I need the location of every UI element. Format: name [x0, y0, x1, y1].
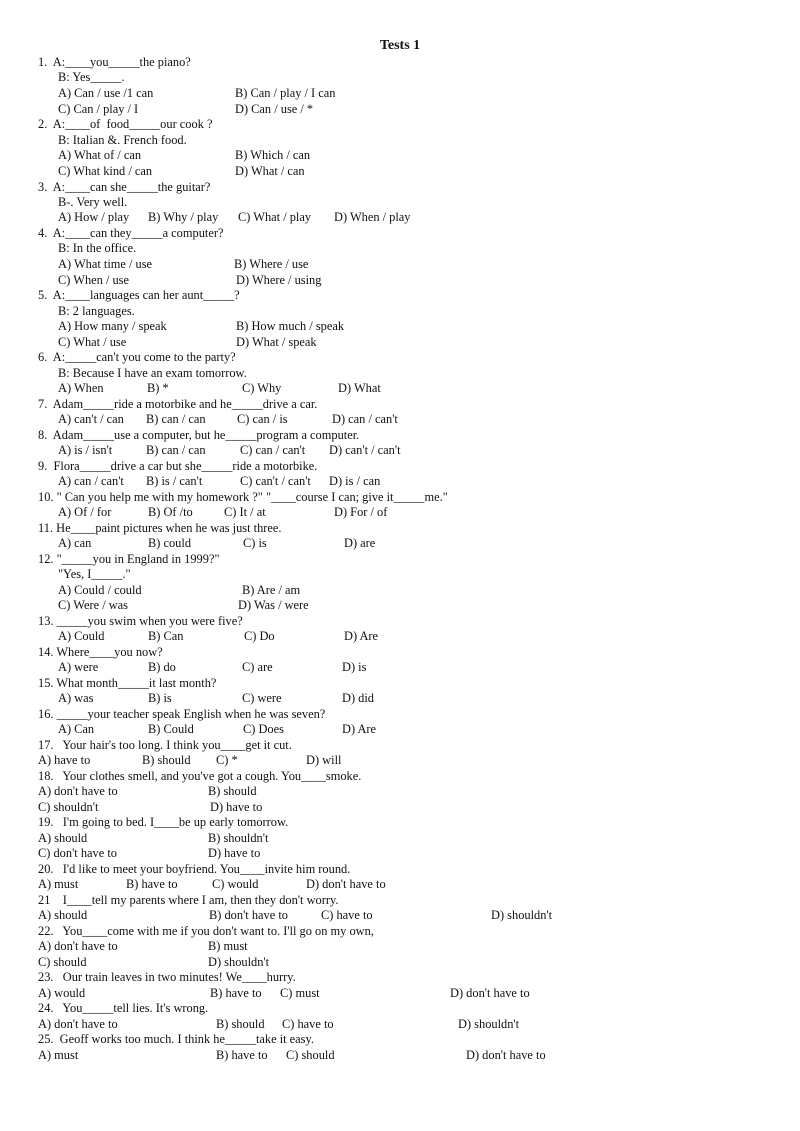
page-title: Tests 1	[379, 38, 421, 53]
question-line: 10. " Can you help me with my homework ?" "____course I can; give it_____me."	[38, 490, 448, 504]
answer-option: D) What / can	[235, 164, 305, 178]
answer-option: B) Which / can	[235, 148, 311, 162]
answer-option: D) shouldn't	[458, 1017, 520, 1031]
answer-option: C) should	[286, 1048, 335, 1062]
question-line: 6. A:_____can't you come to the party?	[38, 350, 236, 364]
answer-option: D) What / speak	[236, 335, 317, 349]
answer-option: B) have to	[210, 986, 262, 1000]
answer-option: C) can / can't	[240, 443, 306, 457]
answer-option: C) are	[242, 660, 273, 674]
answer-option: A) should	[38, 831, 88, 845]
answer-option: B) How much / speak	[236, 319, 345, 333]
answer-option: C) must	[280, 986, 320, 1000]
answer-option: D) will	[306, 753, 342, 767]
answer-option: C) Were / was	[58, 598, 128, 612]
answer-option: B) should	[142, 753, 191, 767]
question-line: 8. Adam_____use a computer, but he_____program a computer.	[38, 428, 360, 442]
answer-option: A) Could	[58, 629, 105, 643]
question-text: B: In the office.	[58, 241, 137, 255]
answer-option: B) Where / use	[234, 257, 309, 271]
answer-option: B) don't have to	[209, 908, 288, 922]
answer-option: D) When / play	[334, 210, 411, 224]
question-text: B-. Very well.	[58, 195, 128, 209]
answer-option: C) can't / can't	[240, 474, 311, 488]
answer-option: C) Can / play / I	[58, 102, 139, 116]
answer-option: C) Why	[242, 381, 282, 395]
answer-option: C) Does	[243, 722, 284, 736]
answer-option: D) can't / can't	[329, 443, 401, 457]
answer-option: C) Do	[244, 629, 275, 643]
answer-option: B) Of /to	[148, 505, 193, 519]
answer-option: B) have to	[126, 877, 178, 891]
answer-option: C) What kind / can	[58, 164, 153, 178]
answer-option: A) were	[58, 660, 99, 674]
question-line: 25. Geoff works too much. I think he_____take it easy.	[38, 1032, 314, 1046]
answer-option: D) have to	[210, 800, 263, 814]
answer-option: D) is	[342, 660, 367, 674]
answer-option: D) shouldn't	[208, 955, 270, 969]
answer-option: D) For / of	[334, 505, 388, 519]
answer-option: D) did	[342, 691, 375, 705]
question-line: 1. A:____you_____the piano?	[38, 55, 191, 69]
answer-option: C) What / use	[58, 335, 127, 349]
answer-option: A) is / isn't	[58, 443, 113, 457]
answer-option: D) don't have to	[306, 877, 386, 891]
answer-option: D) Can / use / *	[235, 102, 314, 116]
question-text: B: Yes_____.	[58, 70, 125, 84]
answer-option: D) don't have to	[450, 986, 530, 1000]
answer-option: B) must	[208, 939, 248, 953]
question-line: 11. He____paint pictures when he was just three.	[38, 521, 282, 535]
answer-option: C) can / is	[237, 412, 288, 426]
question-line: 4. A:____can they_____a computer?	[38, 226, 224, 240]
question-line: 22. You____come with me if you don't want to. I'll go on my own,	[38, 924, 374, 938]
answer-option: A) don't have to	[38, 784, 118, 798]
answer-option: C) What / play	[238, 210, 312, 224]
answer-option: A) must	[38, 877, 79, 891]
question-line: 5. A:____languages can her aunt_____?	[38, 288, 240, 302]
question-line: 18. Your clothes smell, and you've got a cough. You____smoke.	[38, 769, 362, 783]
answer-option: B) should	[216, 1017, 265, 1031]
answer-option: B) can / can	[146, 443, 206, 457]
answer-option: D) Are	[344, 629, 379, 643]
answer-option: A) should	[38, 908, 88, 922]
answer-option: B) have to	[216, 1048, 268, 1062]
answer-option: A) don't have to	[38, 1017, 118, 1031]
answer-option: A) would	[38, 986, 86, 1000]
answer-option: C) don't have to	[38, 846, 117, 860]
answer-option: D) can / can't	[332, 412, 398, 426]
question-line: 24. You_____tell lies. It's wrong.	[38, 1001, 209, 1015]
answer-option: C) were	[242, 691, 282, 705]
answer-option: A) can't / can	[58, 412, 124, 426]
answer-option: C) *	[216, 753, 238, 767]
question-text: B: 2 languages.	[58, 304, 135, 318]
question-line: 13. _____you swim when you were five?	[38, 614, 243, 628]
question-line: 12. "_____you in England in 1999?"	[38, 552, 220, 566]
answer-option: B) shouldn't	[208, 831, 269, 845]
answer-option: C) have to	[321, 908, 373, 922]
answer-option: D) Where / using	[236, 273, 322, 287]
question-line: 2. A:____of food_____our cook ?	[38, 117, 213, 131]
answer-option: D) Are	[342, 722, 377, 736]
question-line: 20. I'd like to meet your boyfriend. You____invite him round.	[38, 862, 351, 876]
answer-option: C) have to	[282, 1017, 334, 1031]
answer-option: A) have to	[38, 753, 91, 767]
question-text: B: Because I have an exam tomorrow.	[58, 366, 247, 380]
question-text: "Yes, I_____."	[58, 567, 131, 581]
answer-option: A) How / play	[58, 210, 130, 224]
question-line: 14. Where____you now?	[38, 645, 163, 659]
answer-option: C) It / at	[224, 505, 266, 519]
answer-option: A) Can	[58, 722, 95, 736]
answer-option: A) What of / can	[58, 148, 142, 162]
question-line: 16. _____your teacher speak English when he was seven?	[38, 707, 326, 721]
answer-option: A) don't have to	[38, 939, 118, 953]
answer-option: B) Can / play / I can	[235, 86, 336, 100]
question-line: 17. Your hair's too long. I think you____get it cut.	[38, 738, 292, 752]
answer-option: B) should	[208, 784, 257, 798]
answer-option: C) should	[38, 955, 87, 969]
answer-option: D) shouldn't	[491, 908, 553, 922]
answer-option: B) Could	[148, 722, 194, 736]
answer-option: D) What	[338, 381, 381, 395]
question-line: 15. What month_____it last month?	[38, 676, 217, 690]
answer-option: B) could	[148, 536, 192, 550]
answer-option: A) Could / could	[58, 583, 142, 597]
answer-option: A) What time / use	[58, 257, 153, 271]
answer-option: B) Are / am	[242, 583, 301, 597]
answer-option: B) can / can	[146, 412, 206, 426]
answer-option: D) don't have to	[466, 1048, 546, 1062]
answer-option: D) Was / were	[238, 598, 309, 612]
answer-option: B) is	[148, 691, 172, 705]
answer-option: D) is / can	[329, 474, 381, 488]
answer-option: B) *	[147, 381, 169, 395]
answer-option: A) Of / for	[58, 505, 112, 519]
question-line: 23. Our train leaves in two minutes! We____hurry.	[38, 970, 296, 984]
answer-option: C) shouldn't	[38, 800, 99, 814]
question-text: B: Italian &. French food.	[58, 133, 187, 147]
answer-option: B) Why / play	[148, 210, 219, 224]
question-line: 19. I'm going to bed. I____be up early tomorrow.	[38, 815, 289, 829]
answer-option: A) How many / speak	[58, 319, 167, 333]
answer-option: A) Can / use /1 can	[58, 86, 154, 100]
answer-option: A) must	[38, 1048, 79, 1062]
question-line: 21 I____tell my parents where I am, then they don't worry.	[38, 893, 339, 907]
answer-option: B) do	[148, 660, 176, 674]
question-line: 7. Adam_____ride a motorbike and he_____drive a car.	[38, 397, 318, 411]
answer-option: B) Can	[148, 629, 184, 643]
answer-option: A) can	[58, 536, 92, 550]
answer-option: B) is / can't	[146, 474, 203, 488]
answer-option: A) When	[58, 381, 104, 395]
answer-option: A) was	[58, 691, 94, 705]
question-line: 3. A:____can she_____the guitar?	[38, 180, 211, 194]
answer-option: C) When / use	[58, 273, 130, 287]
answer-option: C) is	[243, 536, 267, 550]
answer-option: C) would	[212, 877, 259, 891]
answer-option: D) are	[344, 536, 376, 550]
question-line: 9. Flora_____drive a car but she_____ride a motorbike.	[38, 459, 318, 473]
answer-option: A) can / can't	[58, 474, 124, 488]
answer-option: D) have to	[208, 846, 261, 860]
